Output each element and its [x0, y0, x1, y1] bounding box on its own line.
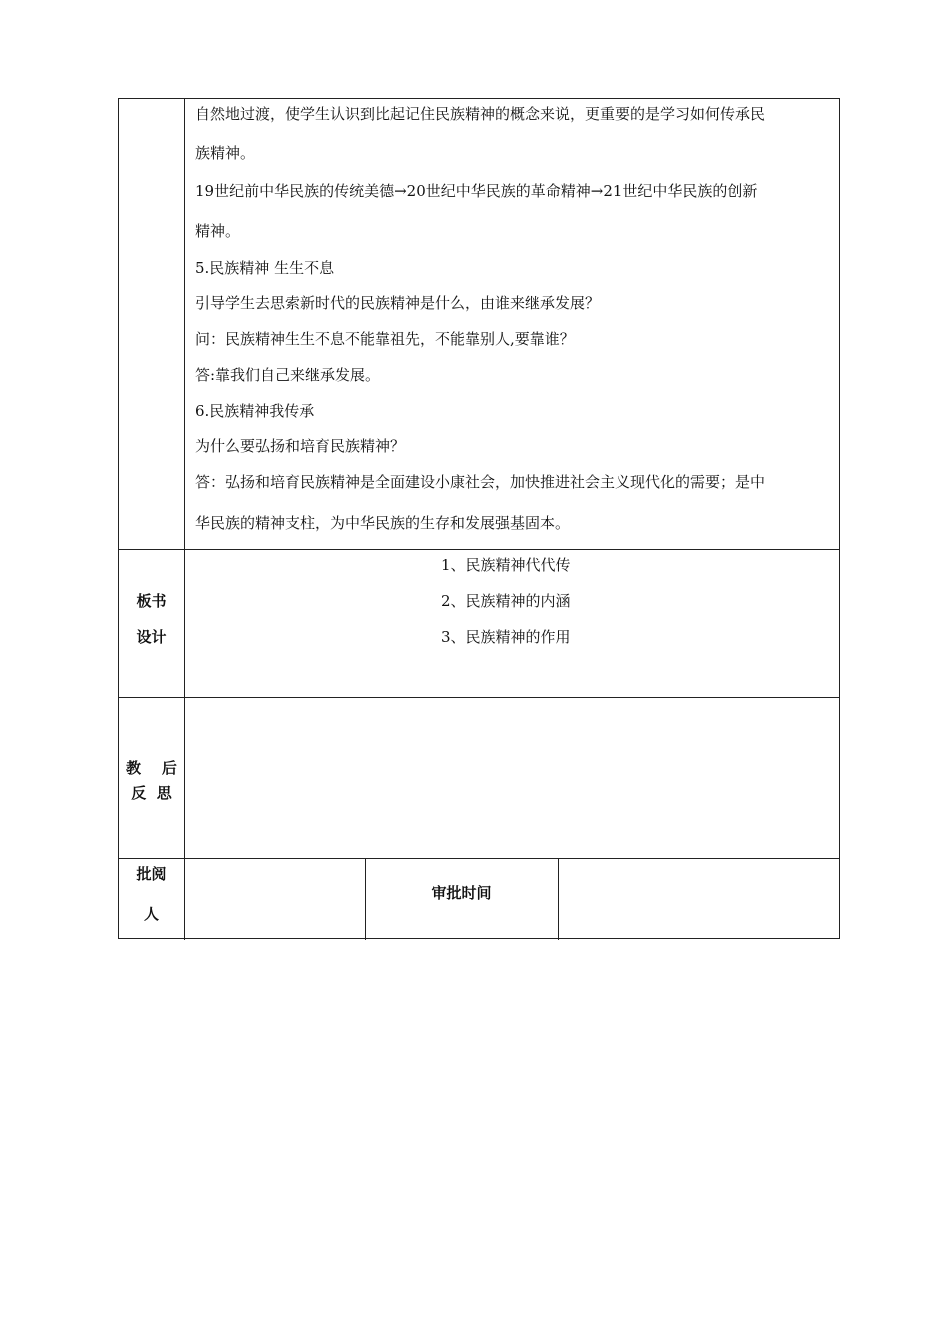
reflection-field[interactable]: [185, 698, 839, 857]
content-line: 引导学生去思索新时代的民族精神是什么，由谁来继承发展？: [195, 294, 601, 312]
row-divider: [119, 549, 839, 550]
reviewer-field[interactable]: [185, 859, 365, 939]
content-line: 5.民族精神 生生不息: [195, 259, 335, 277]
reflection-label: 教 后: [126, 759, 177, 777]
board-design-label: 设计: [136, 628, 167, 646]
approval-time-label: 审批时间: [431, 884, 492, 902]
reviewer-label: 批阅: [136, 865, 167, 883]
content-line: 19世纪前中华民族的传统美德→20世纪中华民族的革命精神→21世纪中华民族的创新: [195, 182, 758, 200]
approval-time-field[interactable]: [559, 859, 839, 939]
content-line: 6.民族精神我传承: [195, 402, 315, 420]
board-item: 3、民族精神的作用: [441, 628, 571, 646]
reviewer-label: 人: [143, 905, 159, 923]
content-line: 为什么要弘扬和培育民族精神？: [195, 437, 406, 455]
content-line: 答：弘扬和培育民族精神是全面建设小康社会，加快推进社会主义现代化的需要；是中: [195, 473, 766, 491]
content-line: 族精神。: [195, 144, 256, 162]
board-item: 2、民族精神的内涵: [441, 592, 571, 610]
content-line: 答:靠我们自己来继承发展。: [195, 366, 381, 384]
content-line: 自然地过渡，使学生认识到比起记住民族精神的概念来说，更重要的是学习如何传承民: [195, 105, 766, 123]
content-line: 精神。: [195, 222, 241, 240]
content-line: 华民族的精神支柱，为中华民族的生存和发展强基固本。: [195, 514, 571, 532]
lesson-plan-table: [118, 98, 840, 939]
board-design-label: 板书: [136, 592, 167, 610]
board-item: 1、民族精神代代传: [441, 556, 571, 574]
reflection-label: 反 思: [131, 784, 172, 802]
content-line: 问：民族精神生生不息不能靠祖先，不能靠别人,要靠谁？: [195, 330, 575, 348]
